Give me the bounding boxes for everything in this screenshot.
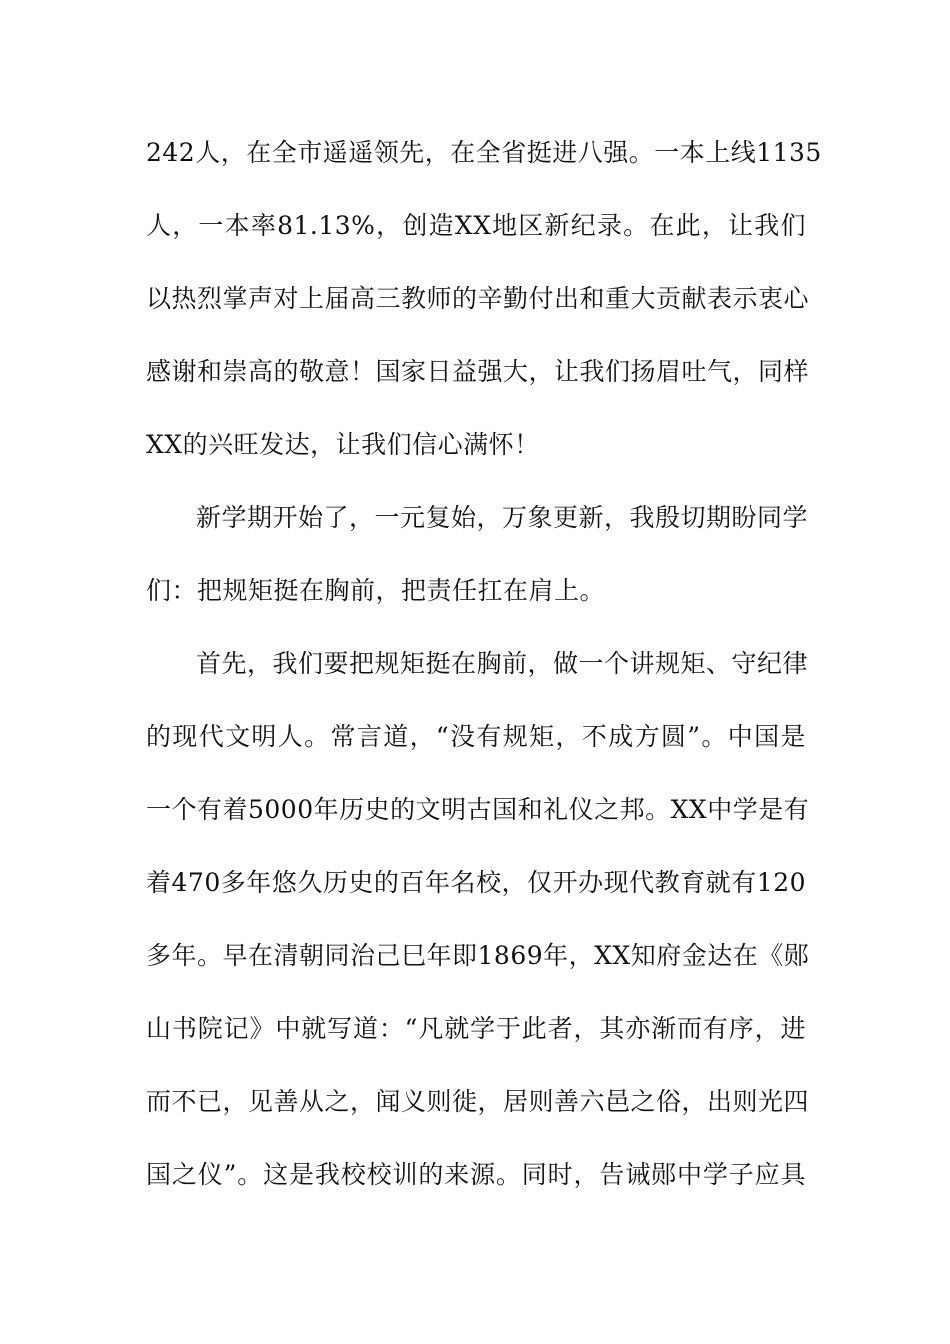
paragraph-start-line: 首先，我们要把规矩挺在胸前，做一个讲规矩、守纪律 [196, 649, 809, 678]
text-line: 而不已，见善从之，闻义则徙，居则善六邑之俗，出则光四 [146, 1087, 810, 1116]
text-line: 的现代文明人。常言道，“没有规矩，不成方圆”。中国是 [146, 722, 806, 751]
body-text [146, 124, 822, 1219]
text-line: XX的兴旺发达，让我们信心满怀！ [146, 430, 540, 459]
text-line: 国之仪”。这是我校校训的来源。同时，告诫郧中学子应具 [146, 1160, 806, 1189]
text-line: 以热烈掌声对上届高三教师的辛勤付出和重大贡献表示衷心 [146, 284, 810, 313]
text-line: 人，一本率81.13%，创造XX地区新纪录。在此，让我们 [146, 211, 806, 240]
text-line: 感谢和崇高的敬意！国家日益强大，让我们扬眉吐气，同样 [146, 357, 810, 386]
text-line: 一个有着5000年历史的文明古国和礼仪之邦。XX中学是有 [146, 795, 810, 824]
text-line: 山书院记》中就写道：“凡就学于此者，其亦渐而有序，进 [146, 1014, 806, 1043]
text-line: 着470多年悠久历史的百年名校，仅开办现代教育就有120 [146, 868, 806, 897]
paragraph-start-line: 新学期开始了，一元复始，万象更新，我殷切期盼同学 [196, 503, 809, 532]
text-line: 们：把规矩挺在胸前，把责任扛在肩上。 [146, 576, 606, 605]
text-line: 多年。早在清朝同治己巳年即1869年，XX知府金达在《郧 [146, 941, 810, 970]
text-line: 242人，在全市遥遥领先，在全省挺进八强。一本上线1135 [146, 138, 822, 167]
